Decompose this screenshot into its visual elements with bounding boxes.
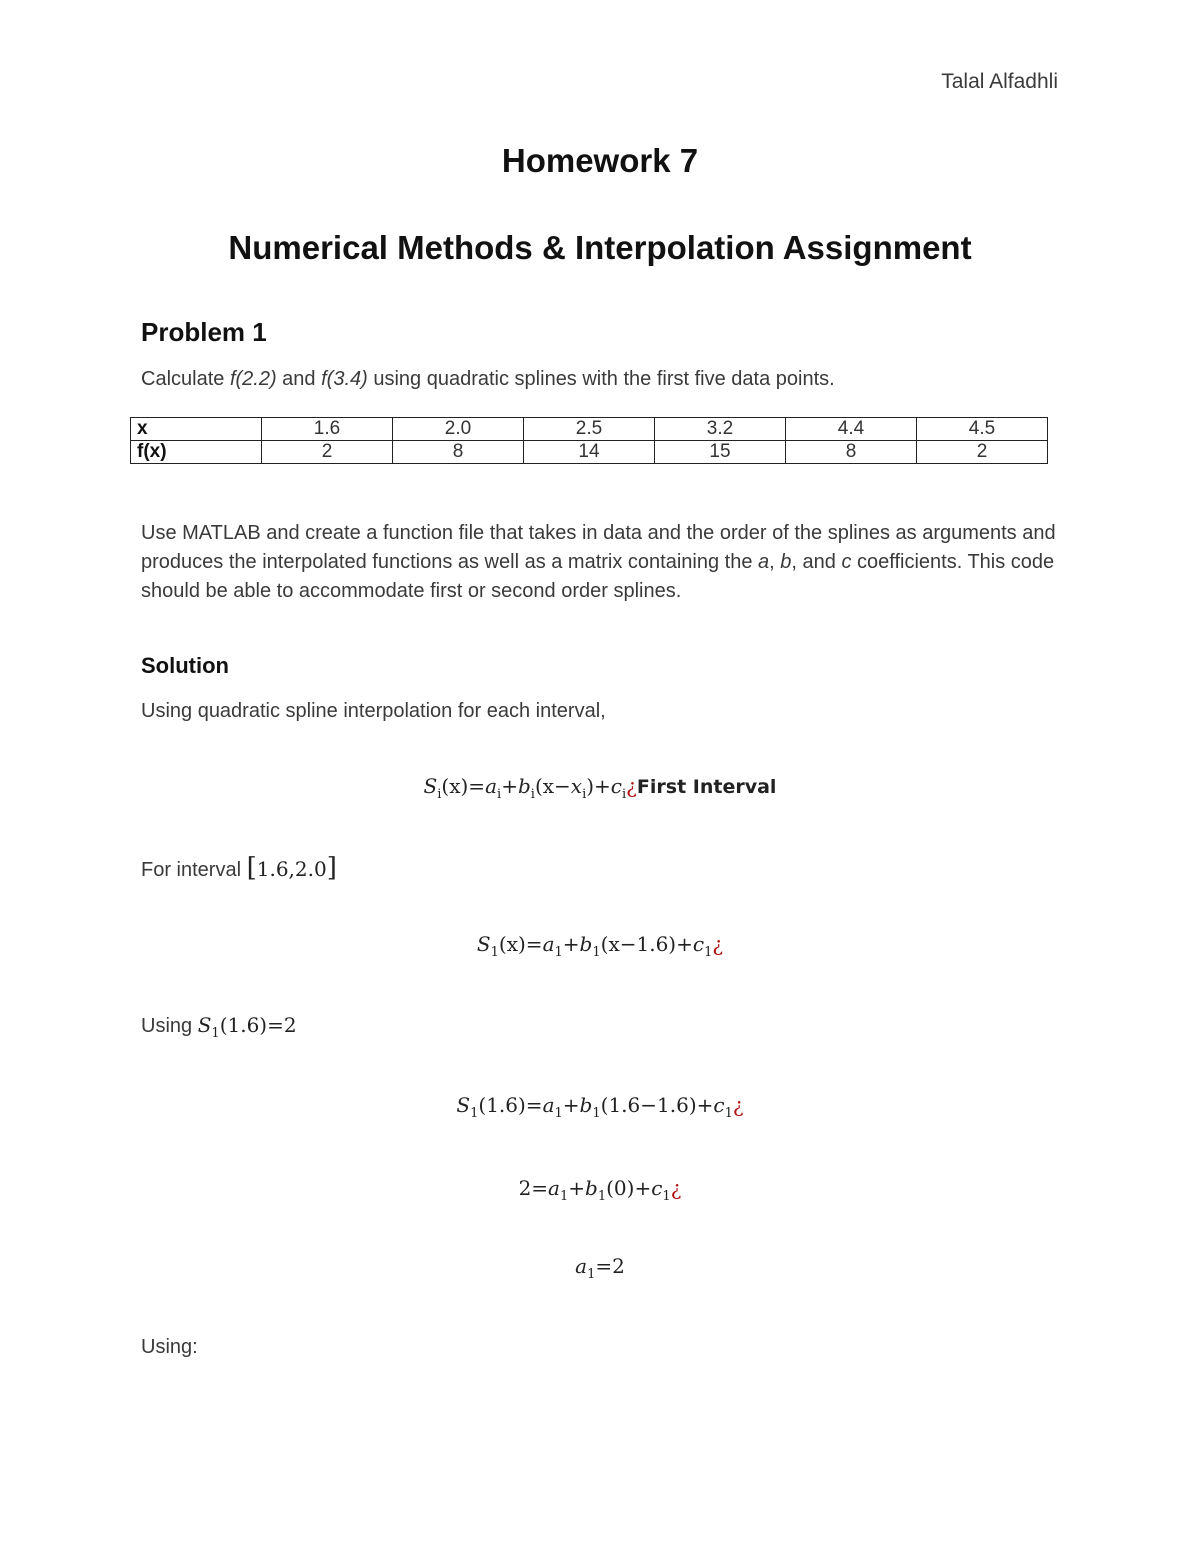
first-interval-label: First Interval [636, 776, 777, 798]
question-text: Calculate [141, 368, 230, 390]
table-cell: 2.5 [524, 418, 655, 441]
interval-line: For interval [1.6,2.0] [141, 853, 337, 883]
table-cell: 8 [786, 441, 917, 464]
page-title: Homework 7 [501, 142, 699, 179]
question-f1: f(2.2) [229, 368, 277, 390]
table-cell: 2 [262, 441, 393, 464]
problem-heading: Problem 1 [141, 317, 267, 347]
question-f2: f(3.4) [321, 368, 368, 390]
equation-s1: $S_1(x)=a_1+b_1(x-1.6)+c_1¿$ [476, 932, 724, 960]
solution-intro: Using quadratic spline interpolation for each interval, [141, 700, 606, 722]
table-header-x: x [131, 418, 262, 441]
page-subtitle: Numerical Methods & Interpolation Assignment [228, 229, 972, 266]
table-row-fx [131, 441, 1048, 464]
solution-heading: Solution [141, 653, 229, 678]
equation-general: $S_i(x)=a_i+b_i(x-x_i)+c_i¿First$ Interval [423, 774, 777, 802]
author-name: Talal Alfadhli [941, 70, 1058, 93]
table-cell: 4.4 [786, 418, 917, 441]
table-header-fx: f(x) [131, 441, 262, 464]
equation-a1: $a_1=2$ [575, 1254, 625, 1282]
table-cell: 2 [917, 441, 1048, 464]
using-final: Using: [141, 1336, 198, 1358]
table-cell: 15 [655, 441, 786, 464]
data-table [130, 417, 1048, 464]
table-cell: 14 [524, 441, 655, 464]
table-row-x [131, 418, 1048, 441]
table-cell: 3.2 [655, 418, 786, 441]
table-cell: 2.0 [393, 418, 524, 441]
table-cell: 8 [393, 441, 524, 464]
matlab-instructions: Use MATLAB and create a function file that takes in data and the order of the splines as arguments and produces the interpolated functions as well as a matrix containing the a, b, and c coefficients. This code should be able to accommodate first or second order splines. [141, 522, 1056, 602]
question-text: using quadratic splines with the first five data points. [367, 368, 835, 390]
equation-simplified: $2=a_1+b_1(0)+c_1¿$ [518, 1176, 682, 1204]
problem-question [141, 365, 1071, 394]
question-text: and [276, 368, 322, 390]
table-cell: 4.5 [917, 418, 1048, 441]
using-line: Using $S_1(1.6)=2$ [141, 1013, 297, 1041]
table-cell: 1.6 [262, 418, 393, 441]
equation-s1-at-16: $S_1(1.6)=a_1+b_1(1.6-1.6)+c_1¿$ [456, 1093, 744, 1121]
